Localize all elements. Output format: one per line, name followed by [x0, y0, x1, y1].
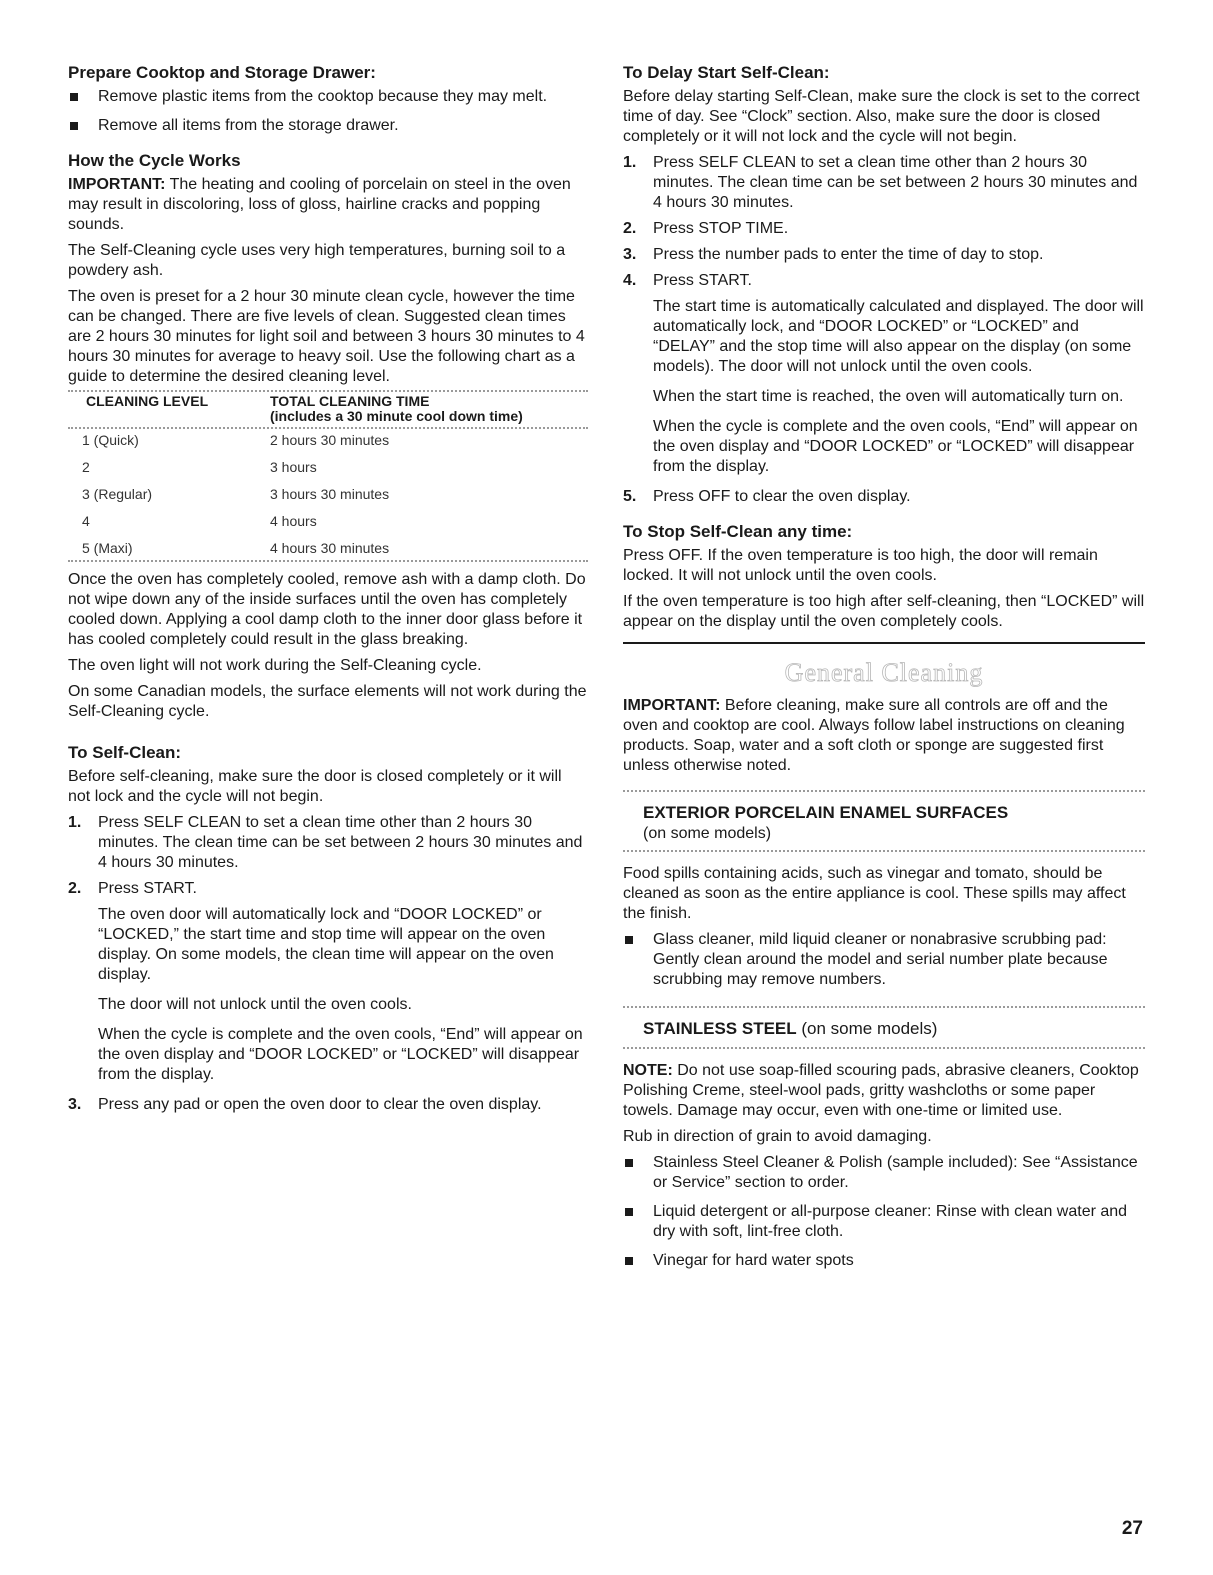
important-label: IMPORTANT: — [68, 176, 166, 193]
step-detail: The door will not unlock until the oven cools. — [98, 996, 412, 1013]
table-cell-level: 1 (Quick) — [82, 432, 139, 448]
step-number: 1. — [623, 154, 637, 171]
step-number: 5. — [623, 488, 637, 505]
step-number: 2. — [68, 880, 82, 897]
table-cell-time: 3 hours 30 minutes — [270, 486, 390, 502]
table-bottom-divider — [68, 560, 588, 562]
table-cell-time: 3 hours — [270, 459, 317, 475]
table-cell-level: 4 — [82, 513, 90, 529]
delay-heading: To Delay Start Self-Clean: — [623, 63, 830, 82]
important-paragraph — [623, 696, 1145, 776]
table-header-time-title: TOTAL CLEANING TIME — [270, 393, 430, 409]
table-header-row — [68, 392, 588, 427]
paragraph: Food spills containing acids, such as vinegar and tomato, should be cleaned as soon as the entire appliance is cool. These spills may affect the finish. — [623, 865, 1126, 922]
list-item: Remove all items from the storage drawer. — [68, 116, 588, 136]
important-text: The heating and cooling of porcelain on steel in the oven may result in discoloring, loss of gloss, hairline cracks and popping sounds. — [68, 176, 571, 233]
paragraph: The Self-Cleaning cycle uses very high temperatures, burning soil to a powdery ash. — [68, 242, 566, 279]
paragraph: If the oven temperature is too high after self-cleaning, then “LOCKED” will appear on the display until the oven completely cools. — [623, 593, 1145, 630]
paragraph: Press OFF. If the oven temperature is too high, the door will remain locked. It will not unlock until the oven cools. — [623, 547, 1098, 584]
right-column — [623, 62, 1145, 1280]
selfclean-heading: To Self-Clean: — [68, 743, 182, 762]
prepare-heading: Prepare Cooktop and Storage Drawer: — [68, 63, 376, 82]
table-header-time — [270, 392, 588, 427]
step-text: Press any pad or open the oven door to clear the oven display. — [98, 1096, 542, 1113]
table-header-time-sub: (includes a 30 minute cool down time) — [270, 408, 523, 424]
list-item — [623, 219, 1145, 239]
paragraph: The oven light will not work during the Self-Cleaning cycle. — [68, 657, 482, 674]
note-text: Do not use soap-filled scouring pads, abrasive cleaners, Cooktop Polishing Creme, steel-wool pads, gritty washcloths or some paper towels. Damage may occur, even with one-time or limited use. — [623, 1062, 1139, 1119]
left-column — [68, 62, 588, 1121]
list-item — [623, 153, 1145, 213]
step-detail: When the cycle is complete and the oven cools, “End” will appear on the oven display and “DOOR LOCKED” or “LOCKED” will disappear from the display. — [98, 1026, 583, 1083]
important-label: IMPORTANT: — [623, 697, 721, 714]
paragraph: Before delay starting Self-Clean, make sure the clock is set to the correct time of day. See “Clock” section. Also, make sure the door is closed completely or it will not lock and the cycle will not begin. — [623, 88, 1140, 145]
exterior-title: EXTERIOR PORCELAIN ENAMEL SURFACES — [643, 803, 1009, 822]
note-label: NOTE: — [623, 1062, 673, 1079]
paragraph: Once the oven has completely cooled, remove ash with a damp cloth. Do not wipe down any of the inside surfaces until the oven has completely cooled down. Applying a cool damp cloth to the inner door glass before it has cooled completely could result in the glass breaking. — [68, 571, 586, 648]
table-row — [68, 510, 588, 537]
step-number: 4. — [623, 272, 637, 289]
list-item: Remove plastic items from the cooktop because they may melt. — [68, 87, 588, 107]
section-divider — [623, 1006, 1145, 1008]
step-text: Press OFF to clear the oven display. — [653, 488, 911, 505]
step-number: 3. — [68, 1096, 82, 1113]
step-text: Press START. — [98, 880, 197, 897]
stop-heading: To Stop Self-Clean any time: — [623, 522, 853, 541]
step-text: Press the number pads to enter the time of day to stop. — [653, 246, 1044, 263]
list-item — [68, 879, 588, 899]
table-cell-level: 3 (Regular) — [82, 486, 153, 502]
list-item — [623, 271, 1145, 291]
paragraph: On some Canadian models, the surface elements will not work during the Self-Cleaning cycle. — [68, 683, 587, 720]
note-paragraph — [623, 1061, 1145, 1121]
paragraph: The oven is preset for a 2 hour 30 minute clean cycle, however the time can be changed. There are five levels of clean. Suggested clean times are 2 hours 30 minutes for light soil and between 3 hours 30 minutes to 4 hours 30 minutes for average to heavy soil. Use the following chart as a guide to determine the desired cleaning level. — [68, 288, 585, 385]
step-number: 1. — [68, 814, 82, 831]
step-text: Press SELF CLEAN to set a clean time other than 2 hours 30 minutes. The clean time can be set between 2 hours 30 minutes and 4 hours 30 minutes. — [98, 814, 583, 871]
list-item: Stainless Steel Cleaner & Polish (sample included): See “Assistance or Service” section to order. — [623, 1153, 1145, 1193]
step-detail: When the start time is reached, the oven will automatically turn on. — [653, 388, 1124, 405]
stainless-title: STAINLESS STEEL — [643, 1019, 797, 1038]
list-item — [68, 1095, 588, 1115]
section-rule — [623, 642, 1145, 644]
section-divider — [623, 850, 1145, 852]
table-header-level: CLEANING LEVEL — [86, 393, 209, 409]
step-text: Press SELF CLEAN to set a clean time other than 2 hours 30 minutes. The clean time can be set between 2 hours 30 minutes and 4 hours 30 minutes. — [653, 154, 1138, 211]
list-item — [623, 245, 1145, 265]
exterior-heading — [623, 802, 1145, 844]
section-divider — [623, 790, 1145, 792]
section-divider — [623, 1047, 1145, 1049]
table-cell-level: 2 — [82, 459, 90, 475]
important-text: Before cleaning, make sure all controls are off and the oven and cooktop are cool. Always follow label instructions on cleaning products. Soap, water and a soft cloth or sponge are suggested first unless otherwise noted. — [623, 697, 1125, 774]
table-row — [68, 483, 588, 510]
stainless-subtitle: (on some models) — [796, 1019, 938, 1038]
cleaning-level-table — [68, 392, 588, 560]
step-number: 3. — [623, 246, 637, 263]
paragraph: Before self-cleaning, make sure the door is closed completely or it will not lock and the cycle will not begin. — [68, 768, 562, 805]
table-cell-time: 4 hours 30 minutes — [270, 540, 390, 556]
page-number: 27 — [1121, 1518, 1143, 1539]
table-cell-time: 4 hours — [270, 513, 317, 529]
exterior-subtitle: (on some models) — [643, 825, 772, 842]
step-text: Press START. — [653, 272, 752, 289]
table-row — [68, 456, 588, 483]
list-item: Glass cleaner, mild liquid cleaner or nonabrasive scrubbing pad: Gently clean around the model and serial number plate because scrubbing may remove numbers. — [623, 930, 1145, 990]
list-item — [68, 813, 588, 873]
table-row — [68, 429, 588, 456]
step-detail: The oven door will automatically lock and “DOOR LOCKED” or “LOCKED,” the start time and stop time will appear on the oven display. On some models, the clean time will appear on the oven display. — [98, 906, 554, 983]
step-number: 2. — [623, 220, 637, 237]
paragraph: Rub in direction of grain to avoid damaging. — [623, 1128, 932, 1145]
step-text: Press STOP TIME. — [653, 220, 789, 237]
table-cell-level: 5 (Maxi) — [82, 540, 133, 556]
general-cleaning-title: General Cleaning — [784, 658, 984, 687]
step-detail: The start time is automatically calculated and displayed. The door will automatically lock, and “DOOR LOCKED” or “LOCKED” and “DELAY” and the stop time will also appear on the display (on some models). The door will not unlock until the oven cools. — [653, 298, 1144, 375]
cycle-heading: How the Cycle Works — [68, 151, 241, 170]
table-row — [68, 537, 588, 560]
list-item — [623, 487, 1145, 507]
list-item: Liquid detergent or all-purpose cleaner: Rinse with clean water and dry with soft, lint-free cloth. — [623, 1202, 1145, 1242]
stainless-heading — [623, 1018, 1145, 1039]
step-detail: When the cycle is complete and the oven cools, “End” will appear on the oven display and “DOOR LOCKED” or “LOCKED” will disappear from the display. — [653, 418, 1138, 475]
table-cell-time: 2 hours 30 minutes — [270, 432, 390, 448]
important-paragraph — [68, 175, 588, 235]
list-item: Vinegar for hard water spots — [623, 1251, 1145, 1271]
